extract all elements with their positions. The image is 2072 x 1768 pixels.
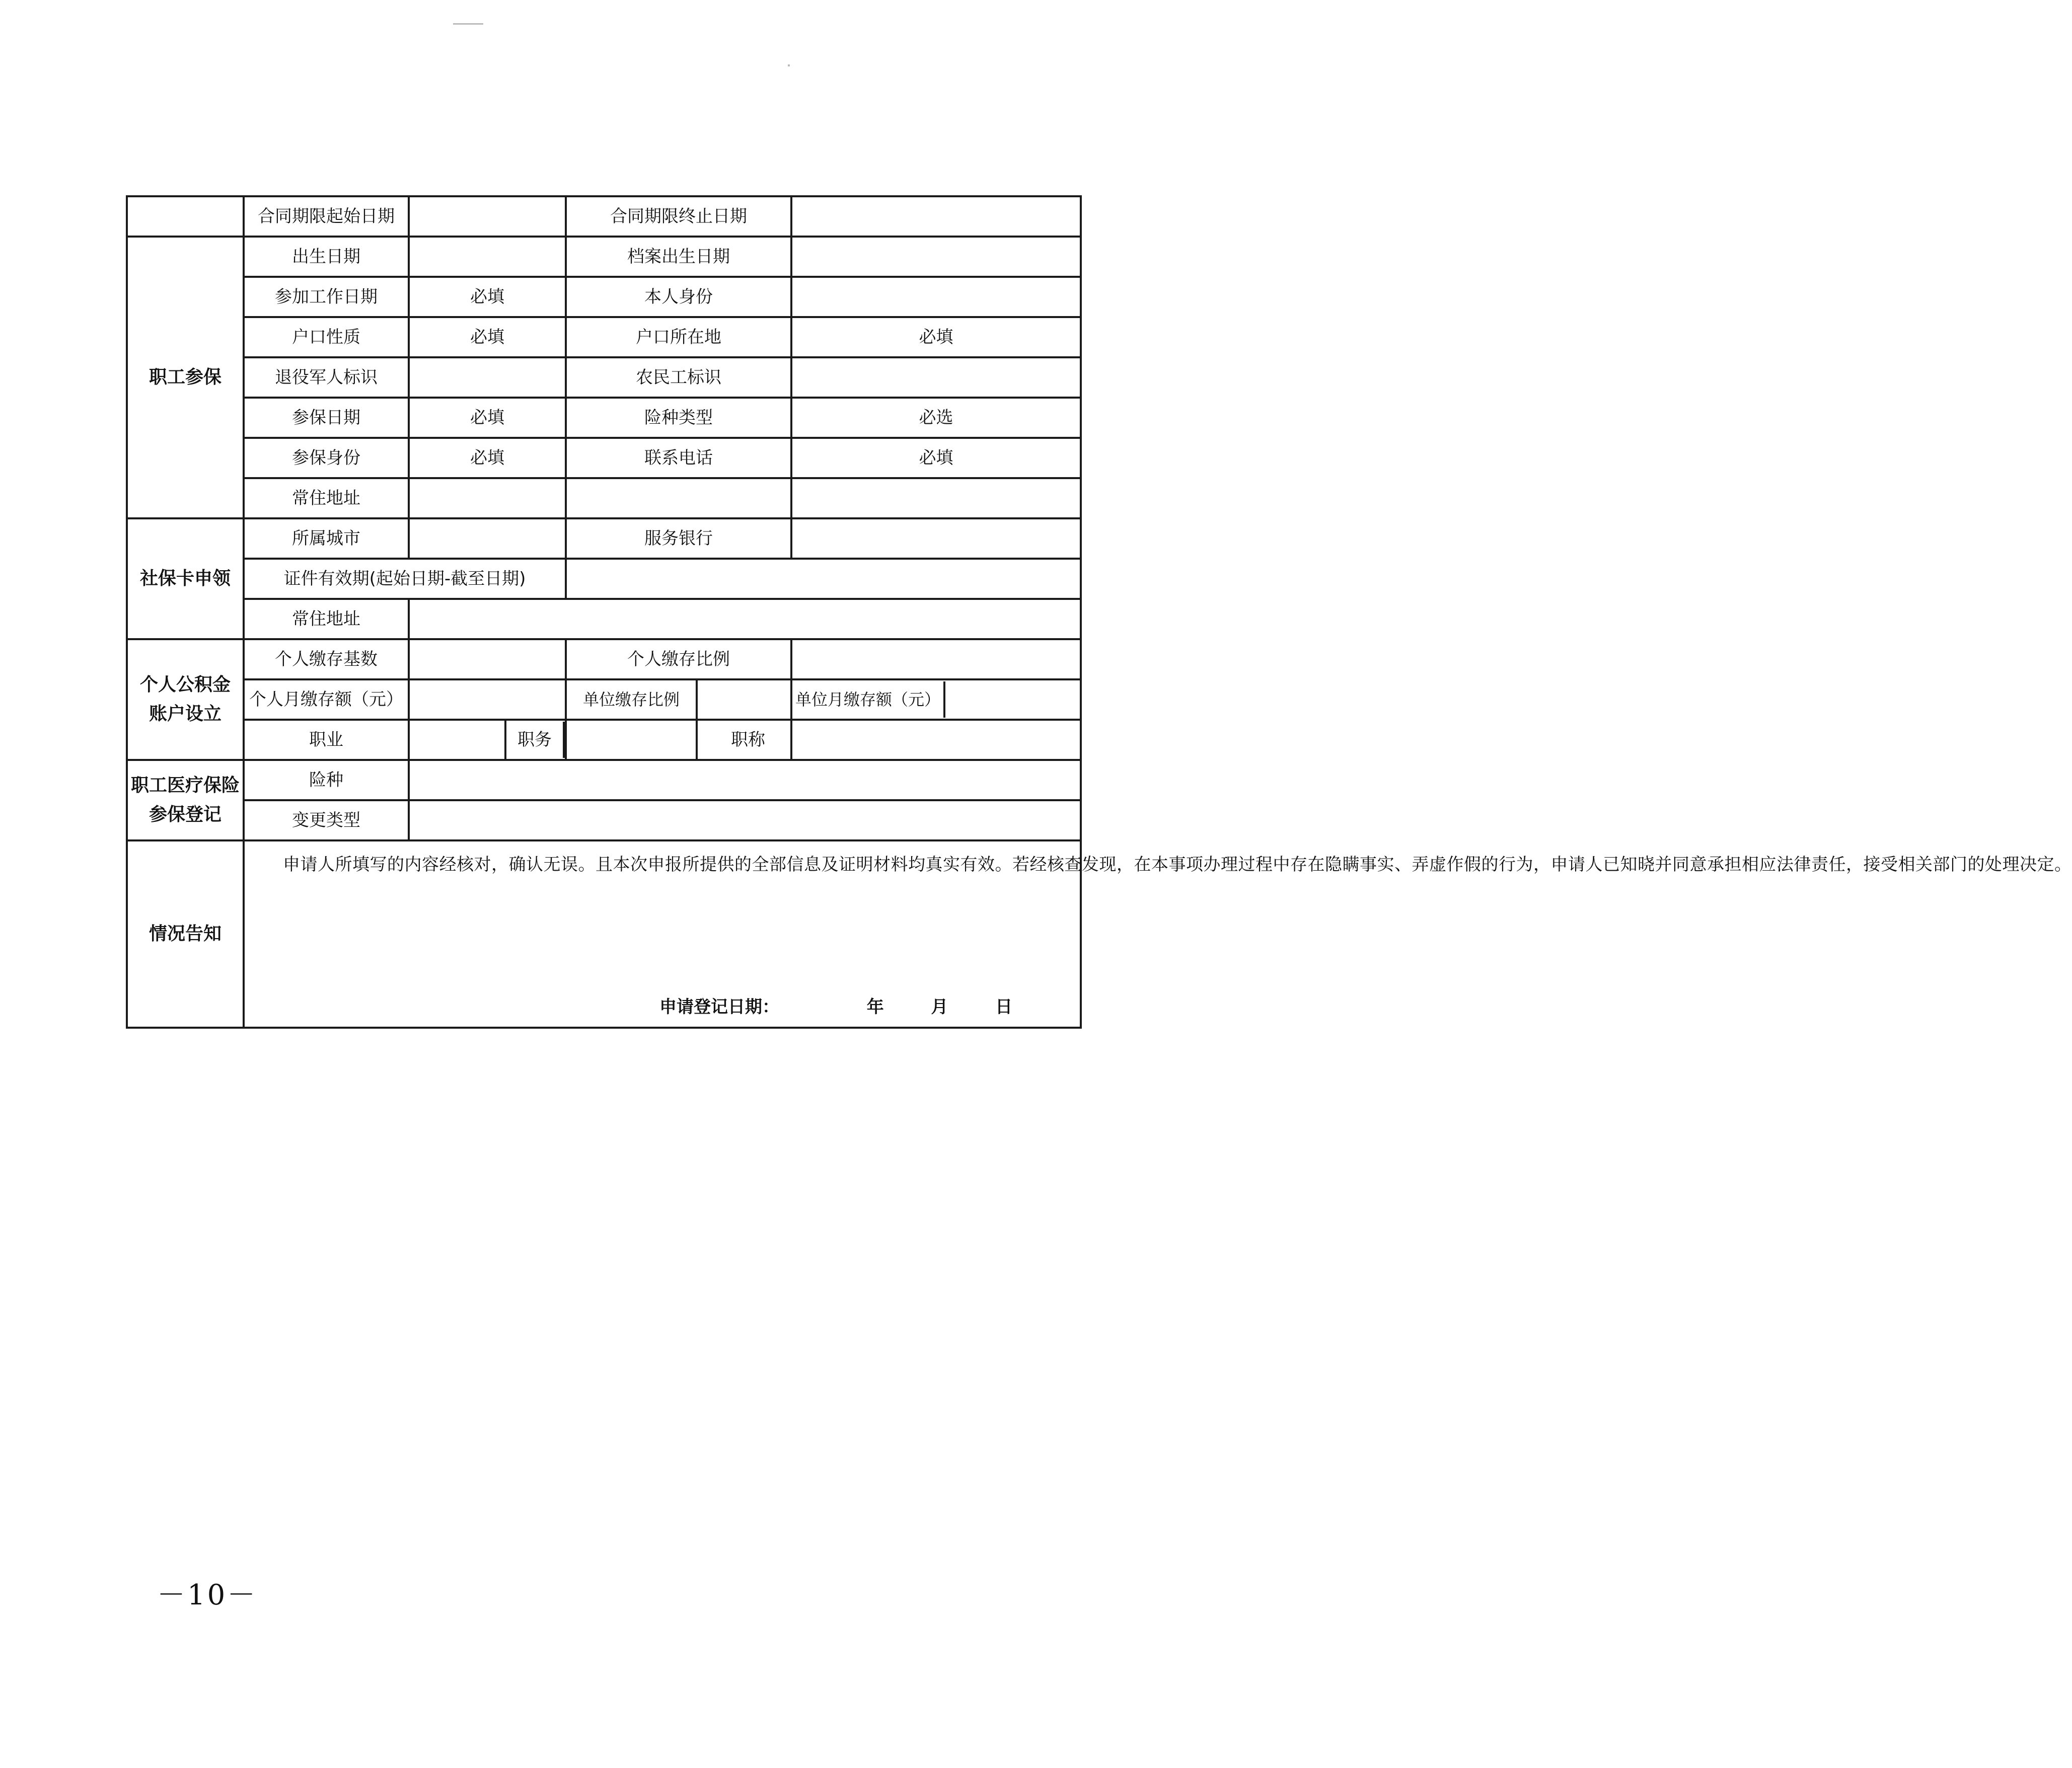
work-start-row	[127, 277, 1081, 317]
personal-monthly-label: 个人月缴存额（元）	[244, 679, 409, 720]
section-housing-fund	[127, 639, 244, 760]
contract-end-label: 合同期限终止日期	[566, 196, 791, 237]
card-address-row	[127, 599, 1081, 639]
address-label: 常住地址	[244, 478, 409, 518]
birth-date-label: 出生日期	[244, 237, 409, 277]
change-type-field[interactable]	[409, 800, 1081, 840]
section-notice: 情况告知	[127, 840, 244, 1028]
contract-end-field[interactable]	[791, 196, 1081, 237]
section-housing-fund-line2: 账户设立	[149, 704, 221, 724]
unit-monthly-field[interactable]	[945, 681, 1080, 718]
notice-body	[247, 841, 2072, 1027]
occupation-field[interactable]	[409, 720, 505, 760]
insured-identity-row	[127, 438, 1081, 478]
personal-ratio-field[interactable]	[791, 639, 1081, 679]
hukou-row	[127, 317, 1081, 357]
contract-start-field[interactable]	[409, 196, 566, 237]
insurance-type-field[interactable]: 必选	[791, 398, 1081, 438]
position-label: 职务	[506, 722, 565, 758]
city-label: 所属城市	[244, 518, 409, 559]
personal-ratio-label: 个人缴存比例	[566, 639, 791, 679]
address-row	[127, 478, 1081, 518]
migrant-flag-field[interactable]	[791, 357, 1081, 398]
unit-monthly-cell	[791, 679, 1081, 720]
insured-identity-label: 参保身份	[244, 438, 409, 478]
insured-date-label: 参保日期	[244, 398, 409, 438]
section-employee-insurance: 职工参保	[127, 237, 244, 518]
title-field[interactable]	[791, 720, 1081, 760]
section-medical-line1: 职工医疗保险	[130, 775, 240, 796]
bank-label: 服务银行	[566, 518, 791, 559]
phone-label: 联系电话	[566, 438, 791, 478]
medical-insurance-row	[127, 760, 1081, 800]
fund-monthly-row	[127, 679, 1081, 720]
flags-row	[127, 357, 1081, 398]
notice-row	[127, 840, 1081, 1028]
date-day-label: 日	[995, 997, 1013, 1018]
hukou-type-label: 户口性质	[244, 317, 409, 357]
fund-base-row	[127, 639, 1081, 679]
work-start-date-label: 参加工作日期	[244, 277, 409, 317]
page-number: －10－	[157, 1579, 258, 1611]
personal-monthly-field[interactable]	[409, 679, 566, 720]
address-field-3[interactable]	[791, 478, 1081, 518]
insured-date-row	[127, 398, 1081, 438]
insured-date-field[interactable]: 必填	[409, 398, 566, 438]
medical-insurance-field[interactable]	[409, 760, 1081, 800]
card-address-label: 常住地址	[244, 599, 409, 639]
position-cell	[505, 720, 566, 760]
notice-text: 申请人所填写的内容经核对，确认无误。且本次申报所提供的全部信息及证明材料均真实有效。若经核查发现，在本事项办理过程中存在隐瞒事实、弄虚作假的行为，申请人已知晓并同意承担相应法律责任，接受相关部门的处理决定。	[283, 855, 2072, 875]
insurance-type-label: 险种类型	[566, 398, 791, 438]
date-month-label: 月	[931, 997, 948, 1018]
date-year-label: 年	[866, 997, 884, 1018]
insured-identity-field[interactable]: 必填	[409, 438, 566, 478]
registration-form	[126, 195, 2072, 1029]
contract-row	[127, 196, 1081, 237]
archive-birth-date-label: 档案出生日期	[566, 237, 791, 277]
hukou-type-field[interactable]: 必填	[409, 317, 566, 357]
scan-artifact	[453, 23, 483, 25]
unit-ratio-label: 单位缴存比例	[566, 679, 697, 720]
section-ss-card: 社保卡申领	[127, 518, 244, 639]
identity-field[interactable]	[791, 277, 1081, 317]
birth-date-row	[127, 237, 1081, 277]
unit-ratio-field[interactable]	[697, 679, 791, 720]
change-type-row	[127, 800, 1081, 840]
personal-base-field[interactable]	[409, 639, 566, 679]
section-cell-empty	[127, 196, 244, 237]
address-field-2[interactable]	[566, 478, 791, 518]
city-field[interactable]	[409, 518, 566, 559]
identity-label: 本人身份	[566, 277, 791, 317]
title-label: 职称	[697, 720, 791, 760]
phone-field[interactable]: 必填	[791, 438, 1081, 478]
bank-field[interactable]	[791, 518, 1081, 559]
veteran-flag-label: 退役军人标识	[244, 357, 409, 398]
position-field-2[interactable]	[566, 720, 697, 760]
occupation-row	[127, 720, 1081, 760]
section-medical-line2: 参保登记	[149, 804, 221, 825]
personal-base-label: 个人缴存基数	[244, 639, 409, 679]
validity-row	[127, 559, 1081, 599]
notice-cell	[244, 840, 2072, 1028]
migrant-flag-label: 农民工标识	[566, 357, 791, 398]
hukou-location-field[interactable]: 必填	[791, 317, 1081, 357]
birth-date-field[interactable]	[409, 237, 566, 277]
section-medical	[127, 760, 244, 840]
unit-monthly-label: 单位月缴存额（元）	[792, 681, 945, 718]
validity-field[interactable]	[566, 559, 1081, 599]
section-housing-fund-line1: 个人公积金	[139, 674, 231, 696]
change-type-label: 变更类型	[244, 800, 409, 840]
application-date-line	[659, 997, 1012, 1018]
scan-artifact	[788, 64, 790, 66]
city-row	[127, 518, 1081, 559]
hukou-location-label: 户口所在地	[566, 317, 791, 357]
application-date-label: 申请登记日期：	[659, 997, 779, 1018]
occupation-label: 职业	[244, 720, 409, 760]
archive-birth-date-field[interactable]	[791, 237, 1081, 277]
card-address-field[interactable]	[409, 599, 1081, 639]
work-start-date-field[interactable]: 必填	[409, 277, 566, 317]
veteran-flag-field[interactable]	[409, 357, 566, 398]
validity-label: 证件有效期(起始日期-截至日期)	[244, 559, 566, 599]
address-field[interactable]	[409, 478, 566, 518]
medical-insurance-label: 险种	[244, 760, 409, 800]
contract-start-label: 合同期限起始日期	[244, 196, 409, 237]
